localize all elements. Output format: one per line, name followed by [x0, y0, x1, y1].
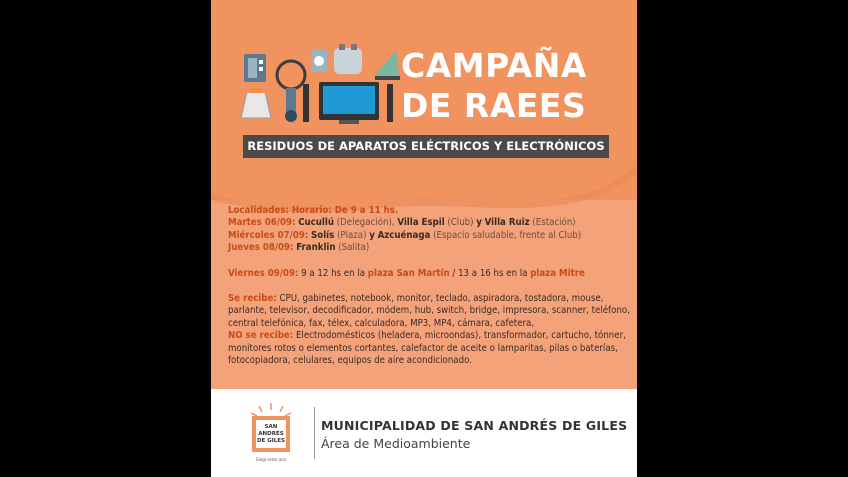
subtitle-banner: RESIDUOS DE APARATOS ELÉCTRICOS Y ELECTRÓNICOS: [243, 135, 609, 158]
footer-divider: [314, 407, 315, 459]
schedule-martes: Martes 06/09: Cucullú (Delegación), Villa Espil (Club) y Villa Ruiz (Estación): [228, 217, 576, 229]
title-line-1: CAMPAÑA: [401, 46, 587, 85]
rejected-items: NO se recibe: Electrodomésticos (heladera, microondas), transformador, cartucho, tónner, monitores rotos o elementos cortantes, calefactor de aceite o lamparitas, pilas o baterías, fotocopiadora, celulares, equipos de aire acondicionado.: [228, 330, 626, 367]
schedule-miercoles: Miércoles 07/09: Solís (Plaza) y Azcuénaga (Espacio saludable, frente al Club): [228, 229, 582, 241]
svg-text:SAN: SAN: [264, 424, 278, 430]
campaign-title: [401, 46, 587, 126]
info-content: [228, 205, 633, 367]
schedule-jueves: Jueves 08/09: Franklin (Salita): [228, 242, 370, 254]
svg-text:Elegí estar acá: Elegí estar acá: [256, 457, 286, 462]
department-name: Área de Medioambiente: [321, 436, 471, 451]
localidades-line: Localidades: Horario: De 9 a 11 hs.: [228, 205, 399, 216]
accepted-items: Se recibe: CPU, gabinetes, notebook, monitor, teclado, aspiradora, tostadora, mouse, parlante, televisor, decodificador, módem, hub, switch, bridge, impresora, scanner, teléfono, central telefónica, fax, télex, calculadora, MP3, MP4, cámara, cafetera,: [228, 293, 630, 329]
svg-text:DE GILES: DE GILES: [256, 438, 286, 444]
telephone-icon: [244, 54, 266, 82]
vacuum-icon: [277, 61, 305, 122]
kettle-icon: [241, 88, 271, 118]
scale-icon: [311, 50, 327, 72]
svg-text:ANDRÉS: ANDRÉS: [258, 431, 284, 437]
campaign-poster: [211, 0, 637, 477]
footer: [211, 389, 637, 477]
toaster-icon: [334, 44, 362, 74]
municipality-logo: [247, 401, 295, 465]
monitor-icon: [319, 82, 379, 124]
title-line-2: DE RAEES: [401, 86, 587, 125]
schedule-viernes: Viernes 09/09: 9 a 12 hs en la plaza San Martín / 13 a 16 hs en la plaza Mitre: [228, 267, 585, 279]
iron-icon: [374, 50, 400, 80]
municipality-name: MUNICIPALIDAD DE SAN ANDRÉS DE GILES: [321, 418, 628, 433]
appliance-icons: [239, 40, 404, 130]
